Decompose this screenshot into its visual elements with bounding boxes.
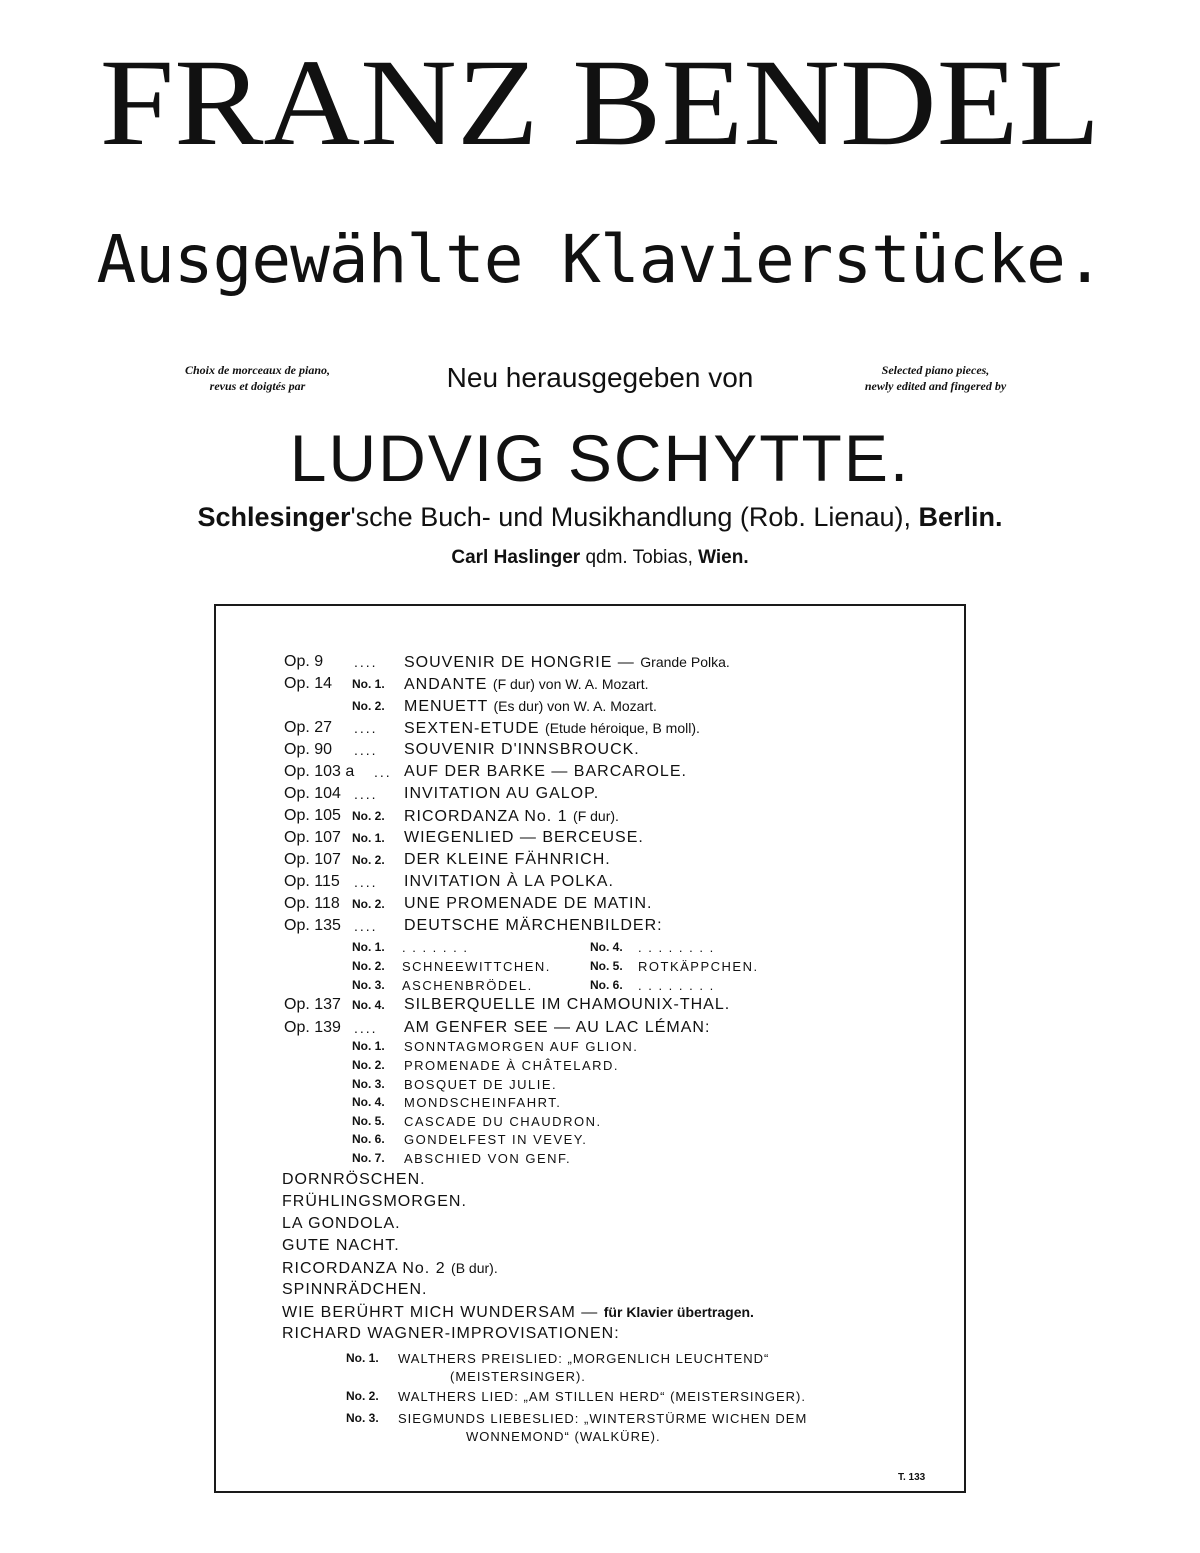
subpiece-number: No. 6. (352, 1132, 385, 1146)
opus-number: Op. 103 a (284, 763, 355, 780)
piece-title: FRÜHLINGSMORGEN. (282, 1193, 467, 1210)
subpiece-title: . . . . . . . (402, 940, 469, 955)
subpiece-title: ASCHENBRÖDEL. (402, 978, 533, 993)
subpiece-number: No. 2. (346, 1389, 379, 1403)
opus-number: Op. 137 (284, 996, 341, 1013)
piece-title: SOUVENIR D'INNSBROUCK. (404, 741, 640, 758)
piece-title: DORNRÖSCHEN. (282, 1171, 426, 1188)
plate-number: T. 133 (898, 1472, 926, 1483)
opus-number: Op. 135 (284, 917, 341, 934)
subpiece-title: WALTHERS LIED: „AM STILLEN HERD“ (MEISTERSINGER). (398, 1389, 806, 1404)
subpiece-number: No. 1. (352, 1039, 385, 1053)
piece-title (404, 717, 700, 740)
subpiece-title: PROMENADE À CHÂTELARD. (404, 1058, 620, 1073)
subpiece-title-continuation: WONNEMOND“ (WALKÜRE). (466, 1429, 661, 1444)
opus-number: Op. 118 (284, 895, 340, 912)
french-line-2: revus et doigtés par (209, 379, 306, 393)
subpiece-title: BOSQUET DE JULIE. (404, 1077, 558, 1092)
publisher-city: Berlin. (918, 502, 1003, 532)
piece-title: SILBERQUELLE IM CHAMOUNIX-THAL. (404, 996, 731, 1013)
dot-leader: .... (354, 742, 378, 758)
subpiece-number: No. 5. (590, 959, 623, 973)
subpiece-number: No. 3. (346, 1411, 379, 1425)
collection-title: Ausgewählte Klavierstücke. (96, 221, 1104, 298)
catalog-box (214, 604, 966, 1493)
piece-title (404, 673, 649, 696)
subpiece-title: GONDELFEST IN VEVEY. (404, 1132, 588, 1147)
piece-number: No. 1. (352, 677, 385, 691)
piece-note: (B dur). (451, 1260, 498, 1276)
publisher-name-rest: 'sche Buch- und Musikhandlung (Rob. Lienau), (350, 502, 911, 532)
piece-number: No. 4. (352, 998, 385, 1012)
piece-title: INVITATION À LA POLKA. (404, 873, 614, 890)
composer-name: FRANZ BENDEL (99, 34, 1101, 171)
piece-number: No. 2. (352, 853, 385, 867)
subpiece-number: No. 2. (352, 1058, 385, 1072)
editor-name: LUDVIG SCHYTTE. (289, 421, 911, 495)
dot-leader: .... (354, 874, 378, 890)
subpiece-number: No. 1. (346, 1351, 379, 1365)
piece-number: No. 2. (352, 699, 385, 713)
piece-note: (F dur). (573, 808, 619, 824)
piece-title: SPINNRÄDCHEN. (282, 1281, 428, 1298)
subpiece-number: No. 4. (352, 1095, 385, 1109)
subpiece-title: . . . . . . . . (638, 978, 715, 993)
second-publisher-name: Carl Haslinger (451, 547, 581, 568)
piece-note: (Etude héroique, B moll). (545, 720, 700, 736)
french-line-1: Choix de morceaux de piano, (184, 363, 330, 377)
subpiece-title: SCHNEEWITTCHEN. (402, 959, 551, 974)
subpiece-title: MONDSCHEINFAHRT. (404, 1095, 562, 1110)
subpiece-number: No. 2. (352, 959, 385, 973)
subpiece-number: No. 4. (590, 940, 623, 954)
opus-number: Op. 105 (284, 807, 341, 824)
piece-title: LA GONDOLA. (282, 1215, 401, 1232)
piece-title: RICHARD WAGNER-IMPROVISATIONEN: (282, 1325, 620, 1342)
opus-number: Op. 115 (284, 873, 340, 890)
piece-title (404, 805, 619, 828)
subpiece-number: No. 6. (590, 978, 623, 992)
piece-title: GUTE NACHT. (282, 1237, 400, 1254)
piece-note: Grande Polka. (640, 654, 730, 670)
second-publisher-rest: qdm. Tobias, (585, 547, 693, 568)
subpiece-number: No. 3. (352, 978, 385, 992)
piece-title: DEUTSCHE MÄRCHENBILDER: (404, 917, 663, 934)
german-description: Neu herausgegeben von (446, 362, 754, 393)
piece-title-text: SOUVENIR DE HONGRIE — (404, 654, 635, 671)
piece-note: (F dur) von W. A. Mozart. (492, 676, 649, 692)
piece-title (404, 695, 657, 718)
piece-title: INVITATION AU GALOP. (404, 785, 600, 802)
subpiece-number: No. 1. (352, 940, 385, 954)
subpiece-number: No. 7. (352, 1151, 385, 1165)
piece-number: No. 2. (352, 897, 385, 911)
opus-number: Op. 107 (284, 829, 341, 846)
english-line-2: newly edited and fingered by (864, 379, 1007, 393)
piece-title-text: MENUETT (404, 698, 489, 715)
opus-number: Op. 107 (284, 851, 341, 868)
piece-title: AM GENFER SEE — AU LAC LÉMAN: (404, 1019, 711, 1036)
subpiece-title: ABSCHIED VON GENF. (404, 1151, 572, 1166)
dot-leader: .... (354, 786, 378, 802)
piece-number: No. 2. (352, 809, 385, 823)
dot-leader: .... (354, 720, 378, 736)
english-line-1: Selected piano pieces, (881, 363, 990, 377)
subpiece-title: ROTKÄPPCHEN. (638, 959, 759, 974)
piece-note: für Klavier übertragen. (603, 1304, 754, 1320)
subpiece-number: No. 5. (352, 1114, 385, 1128)
opus-number: Op. 90 (284, 741, 333, 758)
piece-title-text: RICORDANZA No. 2 (282, 1260, 446, 1277)
publisher-name: Schlesinger (197, 502, 351, 532)
subpiece-title: SIEGMUNDS LIEBESLIED: „WINTERSTÜRME WICHEN DEM (398, 1411, 808, 1426)
piece-title-text: SEXTEN-ETUDE (404, 720, 540, 737)
piece-title (404, 651, 730, 674)
piece-note: (Es dur) von W. A. Mozart. (493, 698, 657, 714)
opus-number: Op. 9 (284, 653, 324, 670)
subpiece-title: SONNTAGMORGEN AUF GLION. (404, 1039, 639, 1054)
publisher-line (0, 498, 1200, 536)
opus-number: Op. 139 (284, 1019, 341, 1036)
piece-title-text: WIE BERÜHRT MICH WUNDERSAM — (282, 1304, 599, 1321)
second-publisher-city: Wien. (698, 547, 749, 568)
dot-leader: ... (374, 764, 392, 780)
subpiece-number: No. 3. (352, 1077, 385, 1091)
subpiece-title: CASCADE DU CHAUDRON. (404, 1114, 602, 1129)
piece-title-text: RICORDANZA No. 1 (404, 808, 568, 825)
piece-number: No. 1. (352, 831, 385, 845)
piece-title: WIEGENLIED — BERCEUSE. (404, 829, 644, 846)
opus-number: Op. 14 (284, 675, 333, 692)
english-description (828, 362, 1043, 394)
dot-leader: .... (354, 918, 378, 934)
piece-title (282, 1301, 754, 1324)
piece-title (282, 1257, 498, 1280)
subpiece-title-continuation: (MEISTERSINGER). (450, 1369, 586, 1384)
piece-title-text: ANDANTE (404, 676, 488, 693)
dot-leader: .... (354, 654, 378, 670)
second-publisher-line (0, 544, 1200, 572)
subpiece-title: WALTHERS PREISLIED: „MORGENLICH LEUCHTEND“ (398, 1351, 770, 1366)
piece-title: UNE PROMENADE DE MATIN. (404, 895, 653, 912)
piece-title: DER KLEINE FÄHNRICH. (404, 851, 611, 868)
piece-title: AUF DER BARKE — BARCAROLE. (404, 763, 687, 780)
opus-number: Op. 27 (284, 719, 333, 736)
dot-leader: .... (354, 1020, 378, 1036)
subpiece-title: . . . . . . . . (638, 940, 715, 955)
opus-number: Op. 104 (284, 785, 341, 802)
